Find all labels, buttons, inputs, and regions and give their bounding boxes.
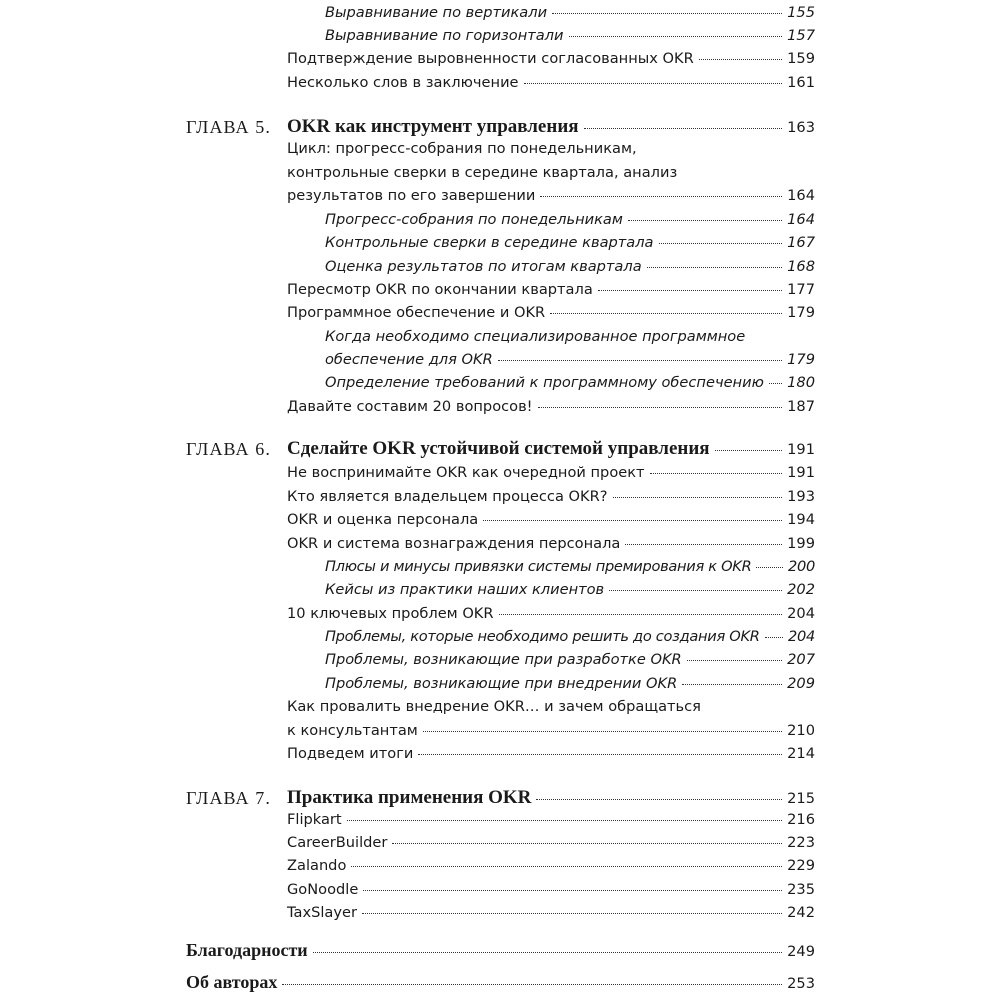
toc-entry [325,675,815,692]
dot-leader [647,267,783,268]
dot-leader [540,196,782,197]
toc-entry-title: Оценка результатов по итогам квартала [325,258,642,275]
dot-leader [363,890,782,891]
dot-leader [687,660,782,661]
toc-page-number: 180 [787,374,815,391]
toc-entry-title: результатов по его завершении [287,187,536,204]
toc-entry-title: OKR и оценка персонала [287,511,479,528]
toc-entry [325,258,815,275]
toc-page-number: 164 [787,211,815,228]
toc-entry [287,304,815,321]
toc-entry-title: CareerBuilder [287,834,388,851]
toc-page-number: 163 [787,119,815,136]
toc-entry [325,4,815,21]
toc-entry [287,857,815,874]
toc-page-number: 168 [787,258,815,275]
toc-entry-title: Подтверждение выровненности согласованных OKR [287,50,694,67]
toc-page-number: 177 [787,281,815,298]
toc-page-number: 229 [787,857,815,874]
toc-entry [287,605,815,622]
toc-entry-title: Не воспринимайте OKR как очередной проект [287,464,645,481]
dot-leader [351,866,782,867]
toc-entry [325,27,815,44]
toc-entry-title: Zalando [287,857,347,874]
toc-page-number: 209 [787,675,815,692]
dot-leader [756,567,783,568]
dot-leader [765,637,783,638]
toc-page-number: 200 [788,558,815,575]
dot-leader [584,128,783,129]
toc-page-number: 210 [787,722,815,739]
toc-page-number: 164 [787,187,815,204]
toc-entry [325,558,815,575]
toc-entry-title: Прогресс-собрания по понедельникам [325,211,623,228]
chapter-title: OKR как инструмент управления [287,116,579,137]
toc-entry-title: 10 ключевых проблем OKR [287,605,494,622]
dot-leader [628,220,782,221]
chapter-title-row [287,116,815,138]
dot-leader [347,820,783,821]
toc-entry [287,722,815,739]
toc-page-number: 242 [787,904,815,921]
toc-back-entry [186,940,815,961]
dot-leader [659,243,783,244]
dot-leader [699,59,782,60]
toc-entry-line: Цикл: прогресс-собрания по понедельникам, [287,140,637,157]
chapter-title: Практика применения OKR [287,787,532,808]
toc-page-number: 207 [787,651,815,668]
toc-page-number: 191 [787,441,815,458]
toc-entry-title: TaxSlayer [287,904,357,921]
toc-entry-title: Несколько слов в заключение [287,74,519,91]
dot-leader [536,799,782,800]
dot-leader [715,450,783,451]
chapter-title-row [287,787,815,809]
dot-leader [609,590,782,591]
toc-page-number: 249 [787,943,815,960]
toc-entry-title: Проблемы, возникающие при разработке OKR [325,651,682,668]
toc-page-number: 179 [787,304,815,321]
toc-page-number: 191 [787,464,815,481]
toc-entry-title: обеспечение для OKR [325,351,493,368]
chapter-title: Сделайте OKR устойчивой системой управления [287,438,710,459]
toc-entry-line: Когда необходимо специализированное программное [325,328,746,345]
toc-entry [287,834,815,851]
toc-entry [287,74,815,91]
dot-leader [499,614,783,615]
toc-entry-title: Кто является владельцем процесса OKR? [287,488,608,505]
toc-entry [287,464,815,481]
toc-entry-title: GoNoodle [287,881,359,898]
toc-entry-title: Кейсы из практики наших клиентов [325,581,605,598]
toc-entry [287,511,815,528]
toc-entry [287,745,815,762]
toc-entry-title: Пересмотр OKR по окончании квартала [287,281,593,298]
toc-entry-title: Выравнивание по вертикали [325,4,548,21]
toc-entry [287,187,815,204]
toc-entry-title: Подведем итоги [287,745,414,762]
toc-entry-title: Плюсы и минусы привязки системы премирования к OKR [325,558,752,575]
toc-back-entry [186,972,815,993]
toc-page-number: 193 [787,488,815,505]
toc-entry-title: Определение требований к программному обеспечению [325,374,764,391]
dot-leader [650,473,783,474]
toc-page-number: 204 [788,628,815,645]
dot-leader [418,754,782,755]
dot-leader [552,13,782,14]
dot-leader [423,731,782,732]
dot-leader [538,407,783,408]
toc-page-number: 161 [787,74,815,91]
toc-page-number: 155 [787,4,815,21]
toc-page-number: 202 [787,581,815,598]
toc-page-number: 215 [787,790,815,807]
dot-leader [550,313,782,314]
toc-page-number: 214 [787,745,815,762]
toc-page-number: 223 [787,834,815,851]
toc-entry-line: контрольные сверки в середине квартала, анализ [287,164,678,181]
toc-back-title: Об авторах [186,972,278,992]
toc-entry [287,488,815,505]
toc-entry [287,50,815,67]
toc-page-number: 179 [787,351,815,368]
toc-page-number: 199 [787,535,815,552]
toc-back-title: Благодарности [186,940,308,960]
toc-entry-title: OKR и система вознаграждения персонала [287,535,621,552]
toc-page-number: 157 [787,27,815,44]
toc-page-number: 194 [787,511,815,528]
dot-leader [392,843,782,844]
toc-entry [325,651,815,668]
toc-entry [287,904,815,921]
toc-page-number: 235 [787,881,815,898]
dot-leader [483,520,782,521]
dot-leader [769,383,782,384]
toc-entry [325,351,815,368]
toc-page-number: 159 [787,50,815,67]
dot-leader [498,360,782,361]
dot-leader [613,497,783,498]
toc-entry [325,581,815,598]
toc-entry-title: Выравнивание по горизонтали [325,27,564,44]
toc-page-number: 187 [787,398,815,415]
toc-entry [287,535,815,552]
toc-entry-title: Flipkart [287,811,342,828]
toc-entry-title: Проблемы, которые необходимо решить до создания OKR [325,628,760,645]
toc-page-number: 216 [787,811,815,828]
chapter-label: ГЛАВА 5. [186,117,271,137]
dot-leader [598,290,782,291]
toc-entry-title: к консультантам [287,722,418,739]
toc-entry [325,628,815,645]
toc-entry-title: Программное обеспечение и OKR [287,304,546,321]
toc-entry [287,811,815,828]
toc-entry-title: Проблемы, возникающие при внедрении OKR [325,675,678,692]
dot-leader [625,544,782,545]
dot-leader [682,684,782,685]
chapter-label: ГЛАВА 7. [186,788,271,808]
toc-entry [287,398,815,415]
dot-leader [524,83,783,84]
toc-entry [325,211,815,228]
dot-leader [569,36,783,37]
toc-entry-title: Давайте составим 20 вопросов! [287,398,533,415]
dot-leader [362,913,782,914]
toc-entry [287,881,815,898]
toc-page-number: 204 [787,605,815,622]
toc-entry [325,374,815,391]
chapter-title-row [287,438,815,460]
toc-entry [287,281,815,298]
toc-page-number: 253 [787,975,815,992]
toc-page-number: 167 [787,234,815,251]
dot-leader [282,984,782,985]
dot-leader [313,952,782,953]
toc-entry [325,234,815,251]
chapter-label: ГЛАВА 6. [186,439,271,459]
toc-entry-line: Как провалить внедрение OKR… и зачем обращаться [287,698,701,715]
toc-entry-title: Контрольные сверки в середине квартала [325,234,654,251]
